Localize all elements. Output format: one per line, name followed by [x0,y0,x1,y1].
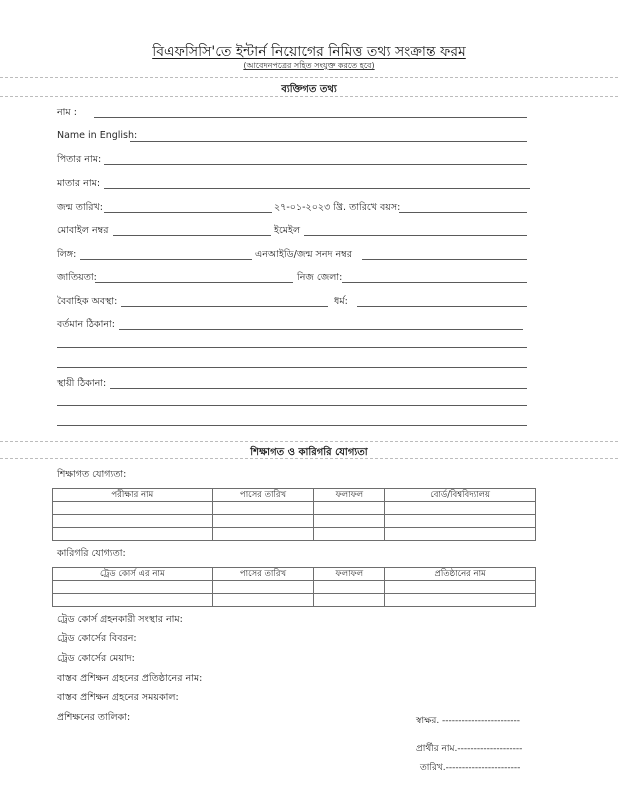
col-header: ট্রেড কোর্স এর নাম [53,568,213,581]
input-name-en[interactable] [130,141,527,142]
input-mobile[interactable] [113,235,271,236]
col-header: বোর্ড/বিশ্ববিদ্যালয় [385,489,536,502]
label-gender: লিঙ্গ: [57,249,77,260]
input-permanent-address-2[interactable] [57,405,527,406]
label-nationality: জাতিয়তা: [57,272,97,283]
input-permanent-address-3[interactable] [57,425,527,426]
table-cell[interactable] [385,528,536,541]
input-father[interactable] [104,164,527,165]
label-mother: মাতার নাম: [57,178,101,189]
label-email: ইমেইল [274,225,301,236]
table-row [53,581,536,594]
label-name-en: Name in English: [57,130,138,141]
section-divider-bottom [0,458,618,459]
label-name-bn: নাম : [57,107,77,118]
section-divider-bottom [0,96,618,97]
date-field[interactable]: তারিখ.----------------------- [420,763,521,773]
technical-table [52,567,536,607]
col-header: ফলাফল [314,568,385,581]
col-header: প্রতিষ্ঠানের নাম [385,568,536,581]
label-age: ২৭-০১-২০২৩ খ্রি. তারিখে বয়স: [274,202,401,213]
form-subtitle: (আবেদনপত্রের সহিত সংযুক্ত করতে হবে) [243,61,375,70]
input-present-address-1[interactable] [119,329,523,330]
input-mother[interactable] [104,188,530,189]
label-religion: ধর্ম: [334,296,348,307]
table-cell[interactable] [212,581,314,594]
label-education: শিক্ষাগত যোগ্যতা: [57,469,127,480]
label-technical: কারিগরি যোগ্যতা: [57,548,126,559]
label-father: পিতার নাম: [57,154,102,165]
table-cell[interactable] [314,528,385,541]
table-row [53,528,536,541]
label-marital: বৈবাহিক অবস্থা: [57,296,118,307]
table-cell[interactable] [385,581,536,594]
table-cell[interactable] [385,515,536,528]
applicant-name-field[interactable]: প্রার্থীর নাম.-------------------- [416,744,523,754]
input-dob[interactable] [104,212,272,213]
table-cell[interactable] [53,528,213,541]
input-home-district[interactable] [342,282,527,283]
input-present-address-2[interactable] [57,347,527,348]
table-cell[interactable] [212,594,314,607]
table-cell[interactable] [314,581,385,594]
col-header: পাসের তারিখ [212,568,314,581]
table-cell[interactable] [53,502,213,515]
input-nid[interactable] [362,259,527,260]
col-header: ফলাফল [314,489,385,502]
table-row [53,594,536,607]
table-cell[interactable] [314,515,385,528]
label-home-district: নিজ জেলা: [297,272,343,283]
label-trade-duration: ট্রেড কোর্সের মেয়াদ: [57,653,135,664]
section-divider-top [0,77,618,78]
input-age[interactable] [399,212,527,213]
table-cell[interactable] [53,581,213,594]
table-cell[interactable] [212,515,314,528]
label-present-address: বর্তমান ঠিকানা: [57,319,115,330]
education-table [52,488,536,541]
section-divider-top [0,441,618,442]
label-training-list: প্রশিক্ষনের তালিকা: [57,712,131,723]
table-cell[interactable] [385,502,536,515]
input-gender[interactable] [80,259,252,260]
table-header-row [53,568,536,581]
section-title-personal: ব্যক্তিগত তথ্য [281,84,337,95]
label-dob: জন্ম তারিখ: [57,202,103,213]
table-cell[interactable] [385,594,536,607]
form-title: বিএফসিসি'তে ইন্টার্ন নিয়োগের নিমিত্ত তথ্য সংক্রান্ত ফরম [152,44,466,60]
label-trade-org: ট্রেড কোর্স গ্রহনকারী সংস্থার নাম: [57,614,183,625]
section-title-qualification: শিক্ষাগত ও কারিগরি যোগ্যতা [250,447,368,458]
table-cell[interactable] [212,528,314,541]
table-row [53,502,536,515]
table-header-row [53,489,536,502]
input-name-bn[interactable] [94,117,527,118]
col-header: পরীক্ষার নাম [53,489,213,502]
input-marital[interactable] [121,306,328,307]
table-cell[interactable] [212,502,314,515]
label-permanent-address: স্থায়ী ঠিকানা: [57,378,107,389]
input-permanent-address-1[interactable] [110,388,527,389]
table-cell[interactable] [53,515,213,528]
table-row [53,515,536,528]
table-cell[interactable] [53,594,213,607]
input-religion[interactable] [357,306,527,307]
table-cell[interactable] [314,502,385,515]
signature-field[interactable]: স্বাক্ষর. ------------------------ [416,716,520,726]
label-training-period: বাস্তব প্রশিক্ষন গ্রহনের সময়কাল: [57,692,179,703]
label-nid: এনআইডি/জন্ম সনদ নম্বর [255,249,352,260]
label-trade-desc: ট্রেড কোর্সের বিবরন: [57,633,137,644]
label-training-org: বাস্তব প্রশিক্ষন গ্রহনের প্রতিষ্ঠানের নাম: [57,673,203,684]
input-present-address-3[interactable] [57,367,527,368]
label-mobile: মোবাইল নম্বর [57,225,109,236]
col-header: পাসের তারিখ [212,489,314,502]
table-cell[interactable] [314,594,385,607]
input-nationality[interactable] [95,282,293,283]
input-email[interactable] [304,235,527,236]
